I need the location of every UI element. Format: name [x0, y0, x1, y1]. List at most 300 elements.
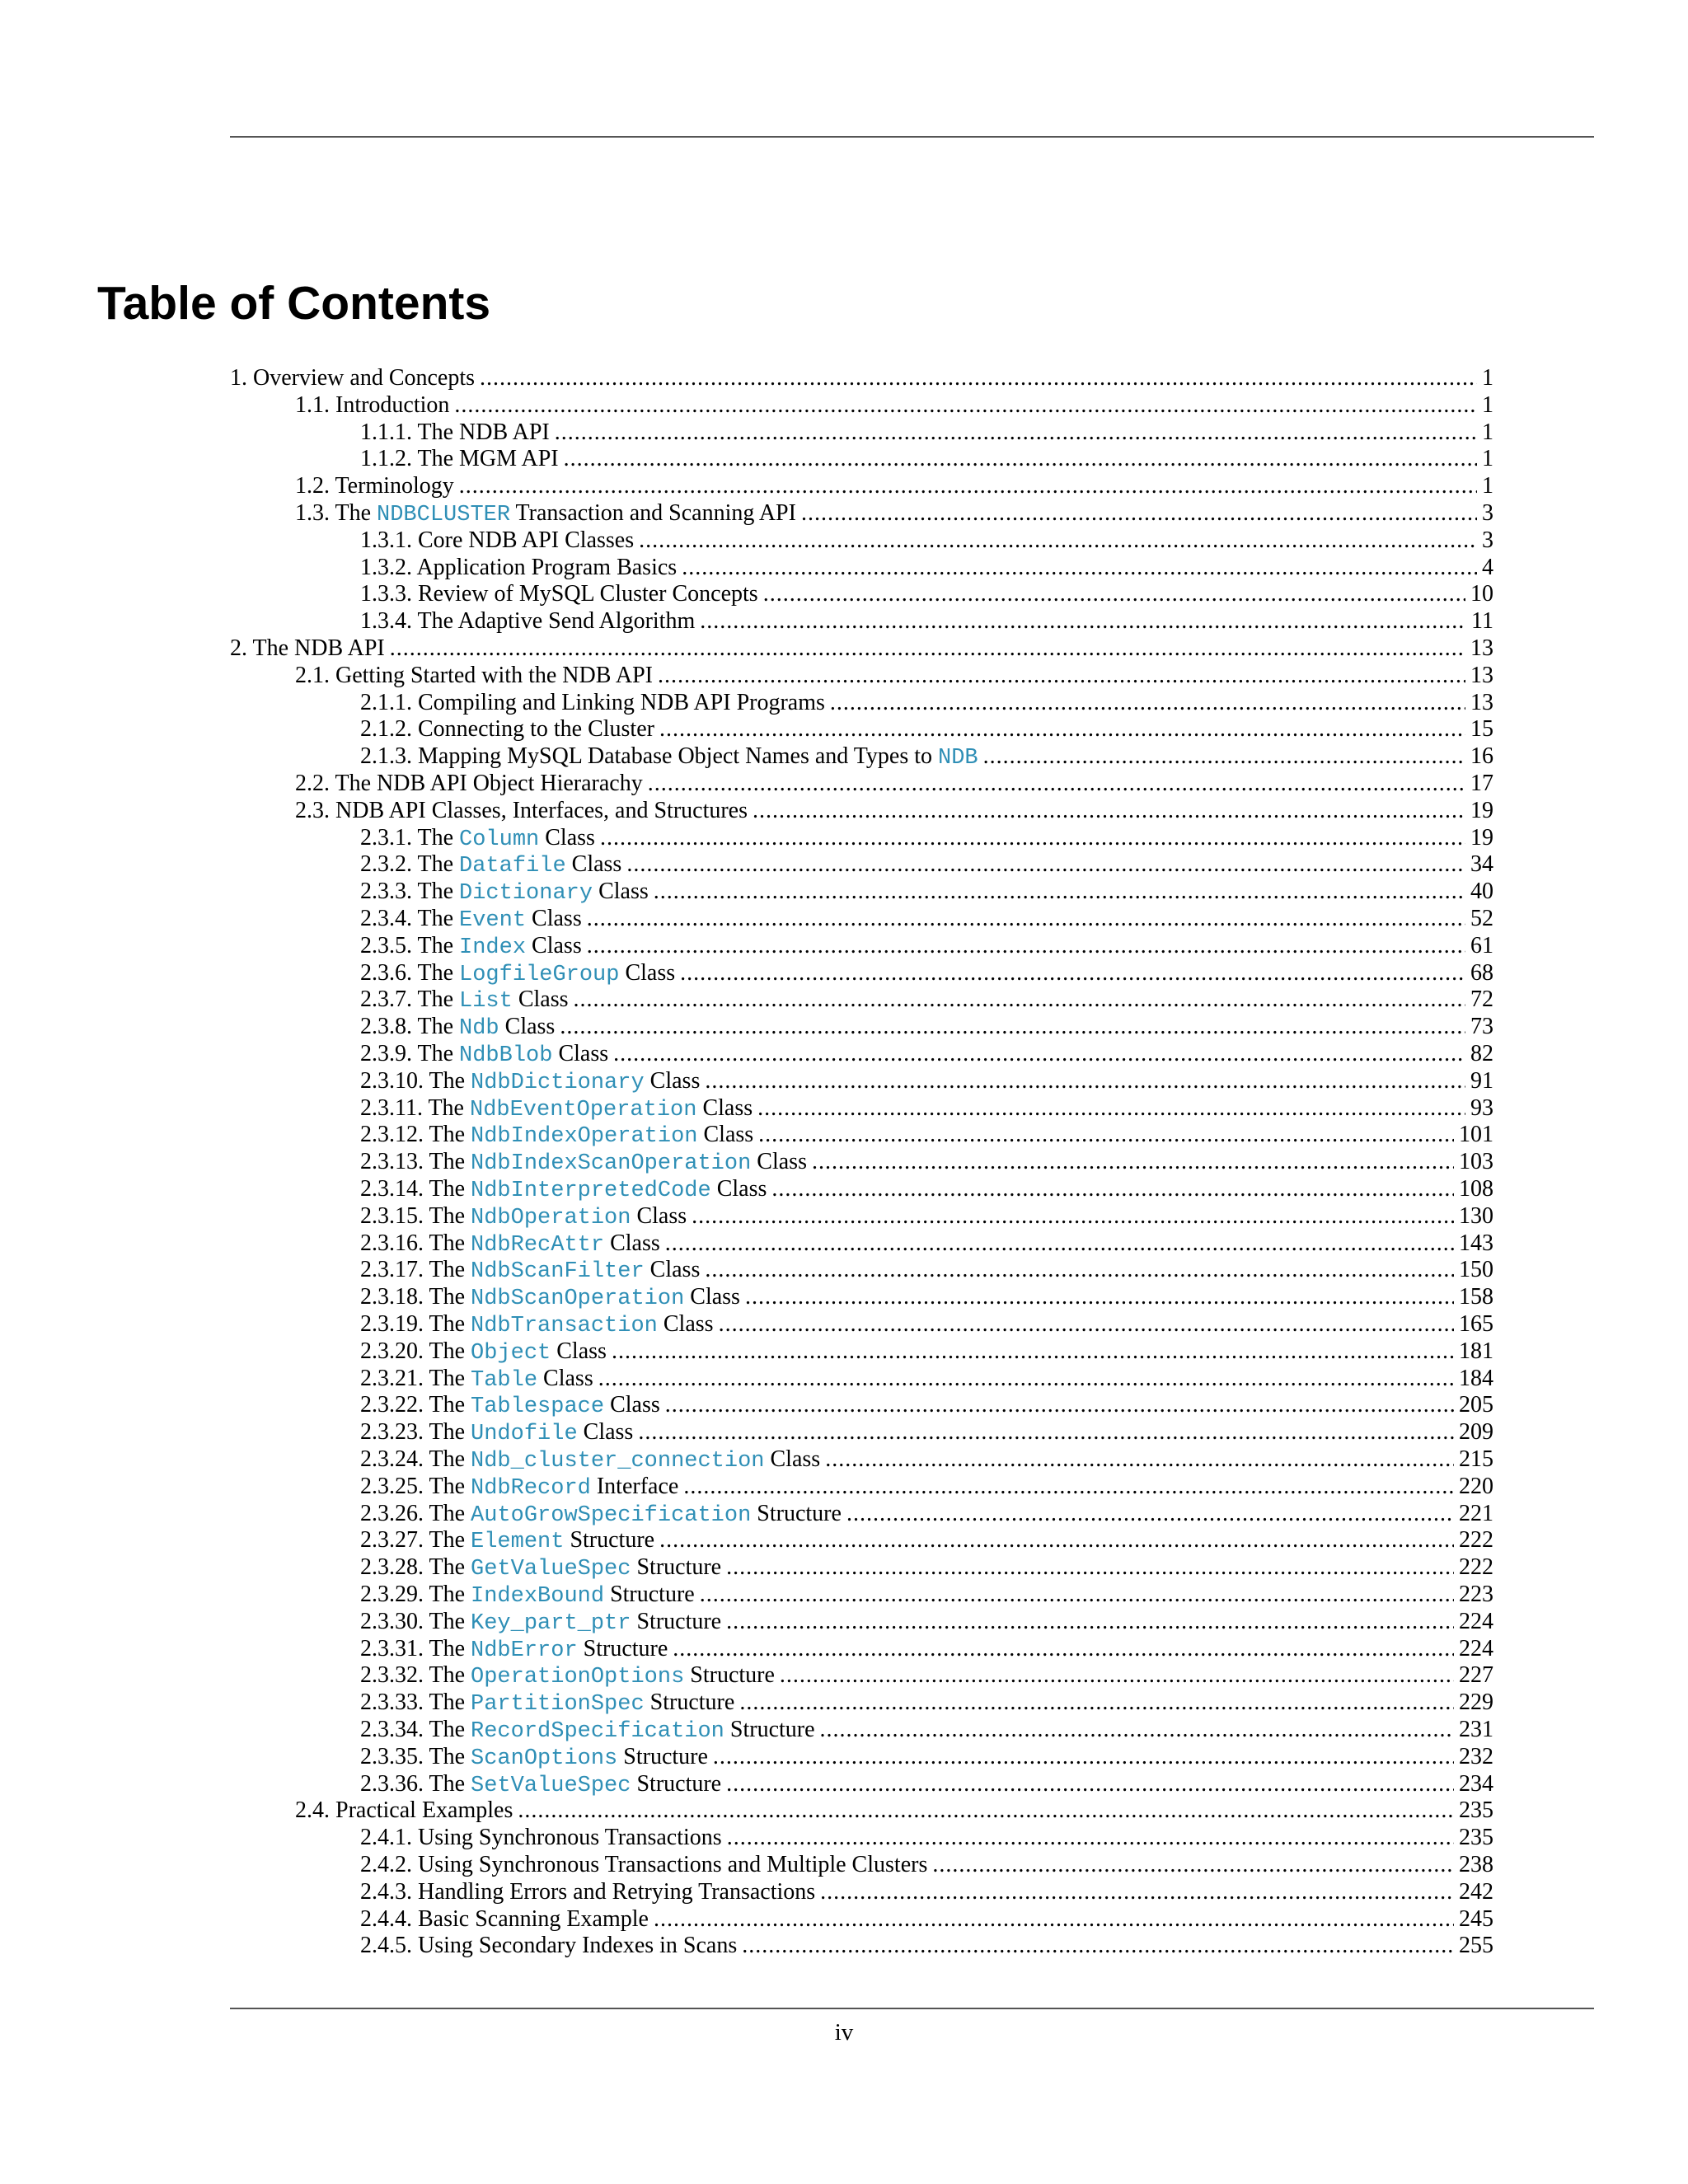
- toc-dot-leader: [665, 1230, 1454, 1257]
- toc-entry-text: 2.3.31. The: [360, 1635, 471, 1661]
- toc-dot-leader: [757, 1094, 1465, 1122]
- toc-page-number: 103: [1459, 1149, 1493, 1175]
- toc-dot-leader: [753, 797, 1465, 824]
- toc-dot-leader: [598, 1365, 1454, 1392]
- toc-entry-text: Class: [644, 1067, 701, 1094]
- toc-entry[interactable]: [360, 1554, 1493, 1581]
- toc-entry[interactable]: [360, 986, 1493, 1013]
- toc-entry-text: 2.1. Getting Started with the NDB API: [295, 662, 653, 688]
- toc-entry-title: [295, 797, 748, 824]
- toc-entry-code: NdbIndexOperation: [471, 1124, 698, 1150]
- footer-rule: [230, 2008, 1594, 2009]
- toc-entry-code: NdbRecord: [471, 1475, 591, 1501]
- toc-entry-title: [360, 1121, 753, 1151]
- toc-entry-text: Class: [619, 959, 676, 986]
- toc-entry[interactable]: [360, 1202, 1493, 1230]
- toc-entry[interactable]: [360, 1661, 1493, 1689]
- toc-entry-title: [360, 1256, 700, 1286]
- toc-page-number: 143: [1459, 1230, 1493, 1256]
- toc-entry-text: 2.3.11. The: [360, 1094, 470, 1121]
- toc-entry[interactable]: [360, 1283, 1493, 1310]
- toc-page-number: 222: [1459, 1554, 1493, 1581]
- toc-entry-title: [360, 1932, 737, 1959]
- toc-entry[interactable]: [295, 797, 1493, 824]
- toc-entry-text: 2.3.28. The: [360, 1554, 471, 1581]
- toc-entry-text: Structure: [604, 1582, 695, 1607]
- toc-entry-title: [295, 472, 454, 499]
- toc-entry-title: [360, 1446, 820, 1475]
- toc-entry[interactable]: [360, 1824, 1493, 1851]
- toc-entry-text: 2.3.6. The: [360, 959, 460, 986]
- toc-dot-leader: [727, 1824, 1454, 1851]
- toc-entry-text: 2. The NDB API: [230, 635, 385, 661]
- toc-entry-title: [360, 1338, 607, 1367]
- toc-page-number: 231: [1459, 1717, 1493, 1742]
- toc-entry[interactable]: [360, 1094, 1493, 1122]
- toc-entry-title: [360, 1905, 649, 1933]
- toc-entry-title: [360, 1175, 767, 1205]
- toc-dot-leader: [763, 580, 1465, 607]
- toc-entry[interactable]: [360, 445, 1493, 472]
- toc-dot-leader: [587, 932, 1465, 959]
- toc-entry-text: 2.3.13. The: [360, 1149, 471, 1175]
- toc-entry-text: 2.3.27. The: [360, 1527, 471, 1554]
- toc-entry[interactable]: [360, 1581, 1493, 1608]
- toc-entry[interactable]: [360, 1635, 1493, 1662]
- toc-entry-title: [360, 1743, 708, 1773]
- toc-entry[interactable]: [360, 1446, 1493, 1473]
- toc-dot-leader: [700, 1581, 1454, 1608]
- toc-entry-code: NdbRecAttr: [471, 1232, 605, 1258]
- toc-entry[interactable]: [360, 715, 1493, 743]
- header-rule: [230, 136, 1594, 138]
- toc-entry-code: NDB: [938, 746, 978, 771]
- toc-entry-text: 2.3. NDB API Classes, Interfaces, and Structures: [295, 797, 748, 823]
- toc-entry-title: [360, 1418, 633, 1448]
- toc-entry-text: 2.3.21. The: [360, 1365, 471, 1391]
- toc-entry-text: 1.3.2. Application Program Basics: [360, 554, 678, 580]
- toc-entry-text: 2.4.5. Using Secondary Indexes in Scans: [360, 1933, 738, 1959]
- toc-entry[interactable]: [360, 1608, 1493, 1635]
- toc-entry[interactable]: [360, 419, 1493, 446]
- toc-entry-text: 1.1.1. The NDB API: [360, 419, 550, 445]
- toc-entry-text: 2.3.34. The: [360, 1717, 471, 1742]
- toc-entry-text: 2.3.14. The: [360, 1176, 471, 1202]
- toc-entry-title: [360, 959, 675, 989]
- toc-dot-leader: [390, 635, 1465, 662]
- toc-entry-code: AutoGrowSpecification: [471, 1502, 752, 1528]
- toc-page-number: 1: [1482, 473, 1493, 499]
- toc-entry-text: 2.3.29. The: [360, 1582, 471, 1607]
- toc-page-number: 165: [1459, 1311, 1493, 1337]
- toc-dot-leader: [683, 1473, 1454, 1500]
- toc-page-number: 222: [1459, 1527, 1493, 1554]
- toc-dot-leader: [682, 554, 1477, 581]
- toc-entry[interactable]: [360, 1067, 1493, 1094]
- toc-entry-title: [360, 1040, 608, 1070]
- toc-entry-text: 2.3.2. The: [360, 851, 460, 878]
- toc-entry-code: NdbError: [471, 1638, 578, 1663]
- toc-dot-leader: [680, 959, 1465, 987]
- toc-entry-text: Class: [565, 851, 622, 878]
- toc-dot-leader: [830, 689, 1465, 716]
- toc-entry[interactable]: [360, 878, 1493, 905]
- toc-entry-code: List: [459, 989, 513, 1015]
- toc-entry[interactable]: [360, 1013, 1493, 1040]
- toc-page-number: 68: [1470, 959, 1493, 986]
- toc-page-number: 158: [1459, 1284, 1493, 1310]
- toc-entry[interactable]: [360, 1473, 1493, 1500]
- toc-entry[interactable]: [360, 1716, 1493, 1743]
- toc-dot-leader: [812, 1148, 1454, 1175]
- toc-entry-title: [295, 662, 653, 689]
- toc-entry-text: 2.3.18. The: [360, 1284, 471, 1310]
- toc-entry-title: [230, 635, 385, 662]
- toc-entry-title: [360, 1878, 815, 1905]
- toc-entry-text: Class: [539, 824, 595, 851]
- toc-entry-text: 2.4.4. Basic Scanning Example: [360, 1905, 649, 1932]
- toc-entry[interactable]: [360, 580, 1493, 607]
- toc-entry-text: 2.3.33. The: [360, 1690, 471, 1716]
- toc-dot-leader: [600, 824, 1465, 851]
- toc-entry-title: [360, 1094, 753, 1124]
- toc-entry-title: [230, 364, 475, 391]
- toc-page-number: 221: [1459, 1500, 1493, 1526]
- toc-entry-text: Interface: [590, 1473, 679, 1499]
- toc-entry-text: Class: [764, 1446, 821, 1472]
- toc-entry-text: 2.3.9. The: [360, 1041, 460, 1066]
- toc-entry[interactable]: [360, 743, 1493, 770]
- toc-entry-text: Structure: [684, 1662, 775, 1689]
- toc-entry[interactable]: [360, 1148, 1493, 1175]
- toc-entry-title: [360, 1391, 660, 1421]
- toc-entry[interactable]: [360, 1365, 1493, 1392]
- toc-entry-text: 1.3.3. Review of MySQL Cluster Concepts: [360, 581, 758, 607]
- toc-entry-text: 2.3.8. The: [360, 1014, 460, 1040]
- toc-entry-code: NdbTransaction: [471, 1314, 658, 1338]
- toc-page-number: 232: [1459, 1743, 1493, 1769]
- toc-entry[interactable]: [360, 1310, 1493, 1338]
- toc-entry-text: Transaction and Scanning API: [510, 500, 796, 526]
- toc-entry-text: 2.2. The NDB API Object Hierarachy: [295, 771, 643, 796]
- toc-page-number: 238: [1459, 1852, 1493, 1877]
- toc-entry-text: Class: [710, 1176, 767, 1202]
- toc-dot-leader: [454, 391, 1477, 419]
- toc-entry-text: 2.1.1. Compiling and Linking NDB API Programs: [360, 689, 825, 715]
- toc-dot-leader: [659, 1526, 1454, 1554]
- toc-entry-code: GetValueSpec: [471, 1557, 631, 1582]
- toc-entry[interactable]: [360, 554, 1493, 581]
- toc-entry[interactable]: [360, 1121, 1493, 1148]
- toc-entry-text: Class: [644, 1257, 701, 1283]
- toc-entry-code: Key_part_ptr: [471, 1610, 631, 1636]
- toc-entry-text: Class: [499, 1014, 556, 1040]
- toc-dot-leader: [771, 1175, 1454, 1202]
- toc-entry[interactable]: [360, 905, 1493, 932]
- toc-entry[interactable]: [230, 364, 1493, 391]
- toc-entry-text: 2.3.35. The: [360, 1743, 471, 1769]
- toc-page-number: 242: [1459, 1878, 1493, 1905]
- toc-entry-code: NdbInterpretedCode: [471, 1179, 711, 1203]
- toc-entry[interactable]: [295, 662, 1493, 689]
- toc-page-number: 17: [1470, 771, 1493, 796]
- toc-entry[interactable]: [360, 1743, 1493, 1770]
- toc-page-number: 10: [1470, 581, 1493, 607]
- toc-entry[interactable]: [360, 1338, 1493, 1365]
- toc-page-number: 15: [1470, 716, 1493, 743]
- toc-entry-text: 2.3.26. The: [360, 1500, 471, 1526]
- toc-entry-code: RecordSpecification: [471, 1719, 724, 1744]
- toc-entry-title: [360, 851, 621, 880]
- toc-entry-text: 2.3.36. The: [360, 1770, 471, 1797]
- toc-entry-text: 2.3.23. The: [360, 1419, 471, 1446]
- toc-entry-title: [360, 743, 978, 772]
- toc-dot-leader: [560, 1013, 1465, 1040]
- toc-entry[interactable]: [360, 1230, 1493, 1257]
- toc-page-number: 91: [1470, 1067, 1493, 1094]
- toc-entry-text: Structure: [577, 1635, 668, 1661]
- toc-entry-code: Column: [459, 827, 540, 852]
- toc-page-number: 19: [1470, 824, 1493, 851]
- toc-page-number: 245: [1459, 1905, 1493, 1932]
- toc-page-number: 101: [1459, 1122, 1493, 1148]
- toc-entry-title: [360, 1554, 721, 1583]
- toc-entry[interactable]: [360, 959, 1493, 987]
- toc-entry-code: SetValueSpec: [471, 1773, 631, 1798]
- toc-entry-text: 2.3.20. The: [360, 1338, 471, 1364]
- toc-dot-leader: [613, 1040, 1465, 1067]
- toc-entry[interactable]: [230, 635, 1493, 662]
- toc-dot-leader: [658, 662, 1465, 689]
- toc-entry-text: 2.3.24. The: [360, 1446, 471, 1472]
- toc-page-number: 227: [1459, 1662, 1493, 1689]
- toc-entry-text: 2.3.30. The: [360, 1608, 471, 1634]
- toc-entry-text: 2.3.1. The: [360, 824, 460, 851]
- toc-dot-leader: [665, 1391, 1454, 1418]
- toc-page-number: 130: [1459, 1202, 1493, 1229]
- toc-entry-code: Ndb_cluster_connection: [471, 1449, 765, 1474]
- toc-entry[interactable]: [360, 1878, 1493, 1905]
- toc-entry-text: 1.1.2. The MGM API: [360, 446, 559, 472]
- toc-dot-leader: [820, 1878, 1454, 1905]
- toc-entry-code: Table: [471, 1367, 538, 1393]
- toc-dot-leader: [639, 527, 1477, 554]
- toc-entry-text: Class: [604, 1392, 660, 1418]
- toc-entry[interactable]: [360, 1040, 1493, 1067]
- toc-entry-text: 2.4. Practical Examples: [295, 1797, 513, 1824]
- toc-entry[interactable]: [295, 472, 1493, 499]
- toc-dot-leader: [758, 1121, 1454, 1148]
- toc-page-number: 215: [1459, 1446, 1493, 1472]
- toc-entry-title: [360, 554, 677, 581]
- toc-entry-text: Structure: [564, 1527, 655, 1554]
- toc-entry[interactable]: [360, 1770, 1493, 1797]
- toc-entry-title: [295, 391, 449, 419]
- toc-dot-leader: [801, 499, 1477, 527]
- toc-entry-title: [360, 445, 559, 472]
- toc-entry[interactable]: [360, 1500, 1493, 1527]
- toc-dot-leader: [673, 1635, 1454, 1662]
- toc-entry-text: Class: [577, 1419, 634, 1446]
- toc-entry-code: Dictionary: [459, 881, 593, 907]
- toc-entry-text: 1. Overview and Concepts: [230, 365, 476, 391]
- toc-page-number: 34: [1470, 851, 1493, 878]
- toc-entry-code: Tablespace: [471, 1394, 605, 1420]
- toc-entry[interactable]: [295, 391, 1493, 419]
- toc-entry-text: Class: [526, 932, 582, 958]
- toc-dot-leader: [932, 1851, 1454, 1878]
- toc-entry-text: Class: [537, 1365, 593, 1391]
- toc-entry[interactable]: [360, 824, 1493, 851]
- toc-dot-leader: [719, 1310, 1454, 1338]
- toc-dot-leader: [745, 1283, 1454, 1310]
- toc-entry[interactable]: [360, 689, 1493, 716]
- toc-page-number: 73: [1470, 1014, 1493, 1040]
- toc-page-number: 205: [1459, 1392, 1493, 1418]
- toc-entry[interactable]: [360, 1689, 1493, 1716]
- toc-entry-text: 2.3.32. The: [360, 1662, 471, 1689]
- toc-entry[interactable]: [360, 1391, 1493, 1418]
- toc-entry-title: [360, 607, 695, 635]
- toc-entry[interactable]: [360, 932, 1493, 959]
- toc-dot-leader: [846, 1500, 1454, 1527]
- toc-page-number: 61: [1470, 932, 1493, 958]
- toc-dot-leader: [700, 607, 1466, 635]
- toc-entry-text: 2.3.16. The: [360, 1230, 471, 1256]
- toc-dot-leader: [659, 715, 1465, 743]
- toc-entry[interactable]: [360, 1418, 1493, 1446]
- toc-entry-text: Structure: [724, 1717, 815, 1742]
- toc-dot-leader: [626, 851, 1465, 878]
- toc-entry-code: NdbDictionary: [471, 1070, 645, 1095]
- toc-dot-leader: [705, 1067, 1465, 1094]
- toc-entry-title: [360, 1770, 721, 1800]
- toc-entry-code: NdbEventOperation: [470, 1097, 697, 1122]
- toc-entry-code: Datafile: [459, 854, 566, 879]
- toc-page-number: 223: [1459, 1582, 1493, 1607]
- toc-entry-text: 2.3.10. The: [360, 1067, 471, 1094]
- toc-entry-code: Ndb: [459, 1016, 499, 1042]
- toc-entry-code: Index: [459, 935, 527, 960]
- toc-entry[interactable]: [360, 1256, 1493, 1283]
- toc-entry-text: 2.3.3. The: [360, 879, 460, 905]
- toc-page-number: 40: [1470, 879, 1493, 905]
- toc-entry[interactable]: [360, 1526, 1493, 1554]
- toc-entry-title: [360, 1473, 678, 1502]
- toc-entry[interactable]: [360, 851, 1493, 878]
- toc-page-number: 93: [1470, 1094, 1493, 1121]
- toc-dot-leader: [726, 1554, 1454, 1581]
- toc-dot-leader: [739, 1689, 1454, 1716]
- toc-page-number: 229: [1459, 1690, 1493, 1716]
- toc-page-number: 13: [1470, 662, 1493, 688]
- toc-entry-title: [360, 1635, 668, 1665]
- toc-entry[interactable]: [360, 1175, 1493, 1202]
- toc-entry-text: 2.3.17. The: [360, 1257, 471, 1283]
- toc-page-number: 1: [1482, 365, 1493, 391]
- toc-entry-text: 2.4.3. Handling Errors and Retrying Transactions: [360, 1878, 816, 1905]
- toc-entry-text: Class: [551, 1338, 607, 1364]
- toc-page-number: 1: [1482, 419, 1493, 445]
- toc-entry[interactable]: [360, 607, 1493, 635]
- toc-entry[interactable]: [360, 1851, 1493, 1878]
- toc-entry-code: Object: [471, 1340, 551, 1366]
- toc-entry-text: Class: [697, 1122, 754, 1148]
- toc-page-number: 52: [1470, 906, 1493, 931]
- toc-entry-text: 2.4.2. Using Synchronous Transactions and Multiple Clusters: [360, 1852, 928, 1877]
- toc-page-number: 255: [1459, 1933, 1493, 1959]
- toc-entry-text: 2.3.15. The: [360, 1202, 471, 1229]
- toc-page-number: 220: [1459, 1473, 1493, 1499]
- toc-entry-text: 2.3.4. The: [360, 906, 460, 931]
- toc-dot-leader: [518, 1797, 1454, 1824]
- toc-entry-text: Structure: [631, 1608, 722, 1634]
- page-number: iv: [834, 2019, 854, 2046]
- toc-entry-code: NdbOperation: [471, 1205, 631, 1230]
- toc-entry-title: [360, 715, 654, 743]
- toc-entry-title: [360, 1608, 721, 1638]
- toc-page-number: 13: [1470, 635, 1493, 661]
- toc-entry[interactable]: [360, 1932, 1493, 1959]
- toc-entry-code: OperationOptions: [471, 1665, 685, 1690]
- toc-entry[interactable]: [360, 1905, 1493, 1933]
- toc-dot-leader: [692, 1202, 1454, 1230]
- toc-dot-leader: [825, 1446, 1454, 1473]
- toc-entry-text: Class: [512, 987, 569, 1013]
- toc-page-number: 224: [1459, 1635, 1493, 1661]
- toc-entry-title: [360, 1500, 842, 1530]
- toc-entry-title: [360, 1851, 927, 1878]
- toc-page-number: 108: [1459, 1176, 1493, 1202]
- toc-entry-title: [295, 770, 643, 797]
- toc-page-number: 82: [1470, 1041, 1493, 1066]
- toc-page-number: 3: [1482, 527, 1493, 553]
- toc-entry[interactable]: [360, 527, 1493, 554]
- toc-dot-leader: [713, 1743, 1454, 1770]
- toc-entry-title: [360, 580, 758, 607]
- toc-entry-code: NdbIndexScanOperation: [471, 1151, 752, 1177]
- toc-entry[interactable]: [295, 499, 1493, 527]
- toc-dot-leader: [983, 743, 1465, 770]
- toc-dot-leader: [555, 419, 1477, 446]
- toc-entry[interactable]: [295, 1797, 1493, 1824]
- toc-page-number: 184: [1459, 1365, 1493, 1391]
- toc-page-number: 3: [1482, 500, 1493, 526]
- toc-dot-leader: [574, 986, 1465, 1013]
- toc-page-number: 1: [1482, 446, 1493, 472]
- toc-entry[interactable]: [295, 770, 1493, 797]
- toc-entry-code: NdbScanOperation: [471, 1286, 685, 1312]
- toc-entry-text: Structure: [751, 1500, 842, 1526]
- toc-page-number: 16: [1470, 743, 1493, 770]
- toc-entry-title: [360, 689, 825, 716]
- toc-entry-code: ScanOptions: [471, 1746, 618, 1771]
- toc-entry-title: [360, 419, 550, 446]
- toc-entry-title: [360, 527, 634, 554]
- toc-dot-leader: [459, 472, 1477, 499]
- toc-page-number: 235: [1459, 1825, 1493, 1851]
- toc-entry-text: 2.3.7. The: [360, 987, 460, 1013]
- toc-page-number: 224: [1459, 1608, 1493, 1634]
- toc-entry-text: 1.1. Introduction: [295, 391, 450, 418]
- toc-page-number: 4: [1482, 554, 1493, 580]
- toc-dot-leader: [654, 878, 1465, 905]
- toc-entry-text: 1.3. The: [295, 500, 377, 526]
- toc-dot-leader: [705, 1256, 1454, 1283]
- toc-entry-text: Structure: [617, 1743, 708, 1769]
- toc-entry-title: [360, 1148, 807, 1178]
- toc-entry-text: 2.3.25. The: [360, 1473, 471, 1499]
